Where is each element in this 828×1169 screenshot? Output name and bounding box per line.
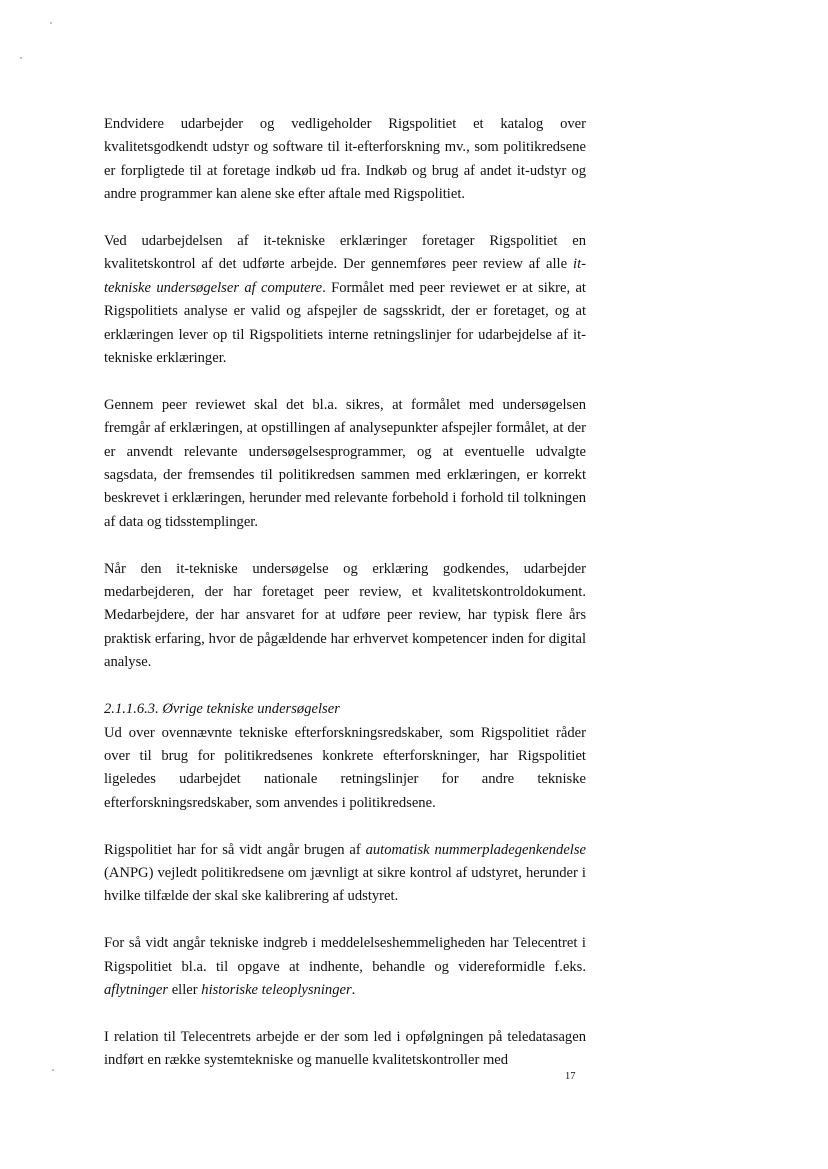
italic-text: automatisk nummerpladegenkendelse: [365, 841, 587, 858]
text-run: Ved udarbejdelsen af it-tekniske erklæringer foretager Rigspolitiet en kvalitetskontrol af det udførte arbejde. Der gennemføres peer review af alle: [104, 233, 586, 273]
text-run: Når den it-tekniske undersøgelse og erklæring godkendes, udarbejder medarbejderen, der har foretaget peer review, et kvalitetskontroldokument. Medarbejdere, der har ansvaret for at udføre peer review, har typisk flere års praktisk erfaring, hvor de pågældende har erhvervet kompetencer inden for digital analyse.: [104, 560, 586, 671]
text-run: Ud over ovennævnte tekniske efterforskningsredskaber, som Rigspolitiet råder over til brug for politikredsenes konkrete efterforskninger, har Rigspolitiet ligeledes udarbejdet nationale retningslinjer for andre tekniske efterforskningsredskaber, som anvendes i politikredsene.: [104, 724, 586, 811]
paragraph: [104, 394, 586, 534]
text-run: . Formålet med peer reviewet er at sikre, at Rigspolitiets analyse er valid og afspejler de sagsskridt, der er foretaget, og at erklæringen lever op til Rigspolitiets interne retningslinjer for udarbejdelse af it-tekniske erklæringer.: [104, 279, 586, 367]
paragraph: [104, 1026, 586, 1073]
paragraph: [104, 558, 586, 675]
paragraph: [104, 839, 586, 909]
scan-speck: [50, 22, 52, 24]
paragraph: [104, 113, 586, 207]
section-heading: 2.1.1.6.3. Øvrige tekniske undersøgelser: [104, 701, 340, 718]
scan-speck: [52, 1069, 54, 1071]
scan-speck: [20, 57, 22, 59]
document-page-body: [104, 113, 586, 1073]
text-run: I relation til Telecentrets arbejde er der som led i opfølgningen på teledatasagen indført en række systemtekniske og manuelle kvalitetskontroller med: [104, 1028, 586, 1069]
text-run: Gennem peer reviewet skal det bl.a. sikres, at formålet med undersøgelsen fremgår af erklæringen, at opstillingen af analysepunkter afspejler formålet, at der er anvendt relevante undersøgelsesprogrammer, og at eventuelle udvalgte sagsdata, der fremsendes til politikredsen sammen med erklæringen, er korrekt beskrevet i erklæringen, herunder med relevante forbehold i forhold til tolkningen af data og tidsstemplinger.: [104, 396, 586, 530]
section-paragraphs: [104, 722, 586, 1073]
italic-text: aflytninger: [104, 981, 169, 998]
page-number: 17: [565, 1071, 576, 1082]
italic-text: historiske teleoplysninger: [201, 981, 352, 998]
text-run: .: [351, 981, 356, 998]
text-run: For så vidt angår tekniske indgreb i meddelelseshemmeligheden har Telecentret i Rigspolitiet bl.a. til opgave at indhente, behandle og videreformidle f.eks.: [104, 935, 586, 975]
paragraph: [104, 932, 586, 1002]
intro-paragraphs: [104, 113, 586, 675]
text-run: eller: [168, 981, 202, 998]
text-run: Rigspolitiet har for så vidt angår brugen af: [104, 841, 366, 858]
paragraph: [104, 722, 586, 816]
text-run: (ANPG) vejledt politikredsene om jævnligt at sikre kontrol af udstyret, herunder i hvilke tilfælde der skal ske kalibrering af udstyret.: [104, 864, 586, 905]
italic-text: it-tekniske undersøgelser af computere: [104, 256, 586, 296]
paragraph: [104, 230, 586, 370]
text-run: Endvidere udarbejder og vedligeholder Rigspolitiet et katalog over kvalitetsgodkendt udstyr og software til it-efterforskning mv., som politikredsene er forpligtede til at foretage indkøb ud fra. Indkøb og brug af andet it-udstyr og andre programmer kan alene ske efter aftale med Rigspolitiet.: [104, 116, 586, 203]
